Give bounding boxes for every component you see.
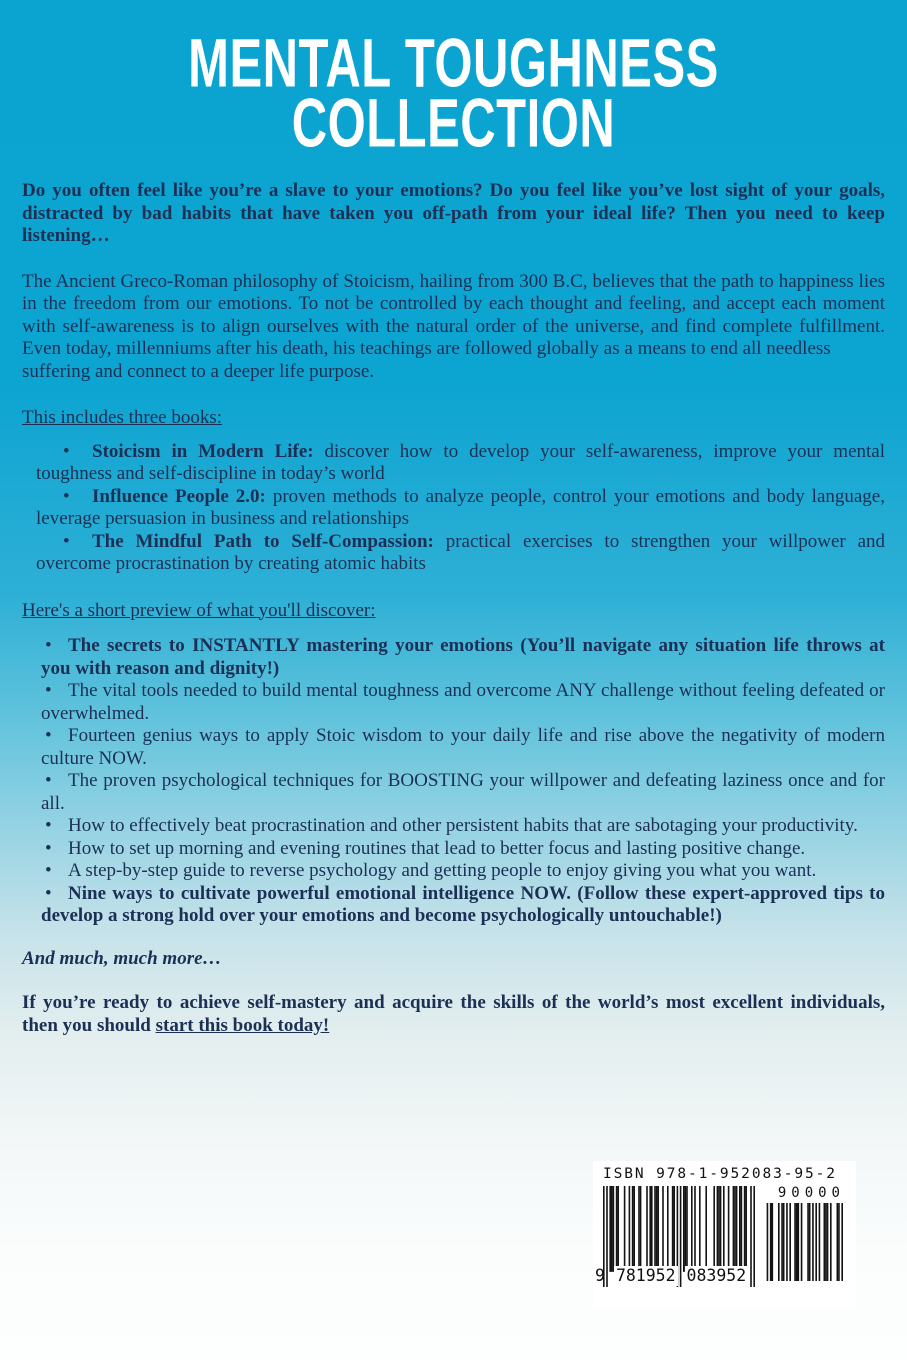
price-code: 90000 bbox=[777, 1185, 845, 1201]
much-more-note: And much, much more… bbox=[22, 947, 222, 969]
bullet-marker: • bbox=[45, 882, 52, 904]
preview-list-item bbox=[41, 860, 885, 883]
addon-bars bbox=[765, 1203, 843, 1281]
preview-item-bold: The secrets to INSTANTLY mastering your emotions (You’ll navigate any situation life throws at you with reason and dignity!) bbox=[41, 635, 885, 679]
book-title-lead: The Mindful Path to Self-Compassion: bbox=[92, 530, 434, 552]
cta-text: If you’re ready to achieve self-mastery and acquire the skills of the world’s most excellent individuals, then you should bbox=[22, 992, 885, 1036]
barcode-digits bbox=[593, 1266, 748, 1286]
books-heading: This includes three books: bbox=[22, 407, 222, 428]
page-title bbox=[22, 0, 885, 162]
bullet-marker: • bbox=[63, 440, 70, 462]
preview-heading: Here's a short preview of what you'll discover: bbox=[22, 599, 376, 621]
book-list bbox=[36, 441, 885, 576]
bullet-marker: • bbox=[45, 837, 52, 859]
preview-list-item bbox=[41, 815, 885, 838]
bullet-marker: • bbox=[45, 725, 52, 746]
bullet-marker: • bbox=[45, 860, 52, 881]
preview-list-item bbox=[41, 883, 885, 928]
title-line-2: COLLECTION bbox=[291, 86, 616, 162]
bullet-marker: • bbox=[45, 770, 52, 791]
book-title-lead: Influence People 2.0: bbox=[92, 485, 266, 507]
intro-body-text: The Ancient Greco-Roman philosophy of Stoicism, hailing from 300 B.C, believes that the path to happiness lies in the freedom from our emotions. To not be controlled by each thought and feeling, and accept each moment with self-awareness is to align ourselves with the natural order of the universe, and find complete fulfillment. Even today, millenniums after his death, his teachings are followed globally as a means to end all needless bbox=[22, 270, 885, 359]
cover-content bbox=[22, 0, 885, 1037]
preview-list-item bbox=[41, 725, 885, 770]
isbn-barcode-block bbox=[593, 1161, 856, 1308]
cta-underlined-text: start this book today! bbox=[155, 1014, 330, 1036]
cta-paragraph bbox=[22, 992, 885, 1037]
bullet-marker: • bbox=[45, 635, 52, 656]
bullet-marker: • bbox=[45, 815, 52, 836]
preview-item-bold: Nine ways to cultivate powerful emotional intelligence NOW. (Follow these expert-approved tips to develop a strong hold over your emotions and become psychologically untouchable!) bbox=[41, 882, 885, 926]
intro-body-paragraph bbox=[22, 271, 885, 384]
preview-item-text: How to set up morning and evening routines that lead to better focus and lasting positive change. bbox=[68, 837, 806, 859]
book-list-item bbox=[36, 531, 885, 576]
preview-item-text: A step-by-step guide to reverse psychology and getting people to enjoy giving you what you want. bbox=[68, 860, 817, 881]
book-description: discover how to develop your self-awareness, improve your mental toughness and self-discipline in today’s world bbox=[36, 440, 885, 484]
preview-list-item bbox=[41, 770, 885, 815]
preview-list-item bbox=[41, 680, 885, 725]
title-line-1: MENTAL TOUGHNESS bbox=[188, 26, 719, 102]
preview-item-text: The proven psychological techniques for BOOSTING your willpower and defeating laziness once and for all. bbox=[41, 770, 885, 814]
book-list-item bbox=[36, 441, 885, 486]
book-description: practical exercises to strengthen your willpower and overcome procrastination by creating atomic habits bbox=[36, 530, 886, 574]
preview-item-text: How to effectively beat procrastination and other persistent habits that are sabotaging your productivity. bbox=[68, 815, 858, 836]
bullet-marker: • bbox=[45, 680, 52, 701]
book-list-item bbox=[36, 486, 885, 531]
barcode-digit-group: 9 bbox=[595, 1266, 605, 1285]
intro-body-text-2: suffering and connect to a deeper life purpose. bbox=[22, 360, 375, 382]
book-title-lead: Stoicism in Modern Life: bbox=[92, 440, 314, 462]
bullet-marker: • bbox=[63, 485, 70, 507]
preview-item-text: Fourteen genius ways to apply Stoic wisdom to your daily life and rise above the negativity of modern culture NOW. bbox=[41, 725, 885, 769]
preview-item-text: The vital tools needed to build mental toughness and overcome ANY challenge without feeling defeated or overwhelmed. bbox=[41, 680, 885, 724]
preview-list-item bbox=[41, 635, 885, 680]
barcode-digit-group: 781952 bbox=[615, 1266, 676, 1285]
intro-hook-paragraph: Do you often feel like you’re a slave to your emotions? Do you feel like you’ve lost sight of your goals, distracted by bad habits that have taken you off-path from your ideal life? Then you need to keep listening… bbox=[22, 180, 885, 246]
barcode-digit-group: 083952 bbox=[686, 1266, 747, 1285]
isbn-label: ISBN 978-1-952083-95-2 bbox=[603, 1166, 837, 1182]
book-description: proven methods to analyze people, control your emotions and body language, leverage persuasion in business and relationships bbox=[36, 485, 885, 529]
price-addon-barcode bbox=[765, 1185, 845, 1281]
preview-list-item bbox=[41, 838, 885, 861]
bullet-marker: • bbox=[63, 530, 70, 552]
preview-list bbox=[41, 635, 885, 928]
